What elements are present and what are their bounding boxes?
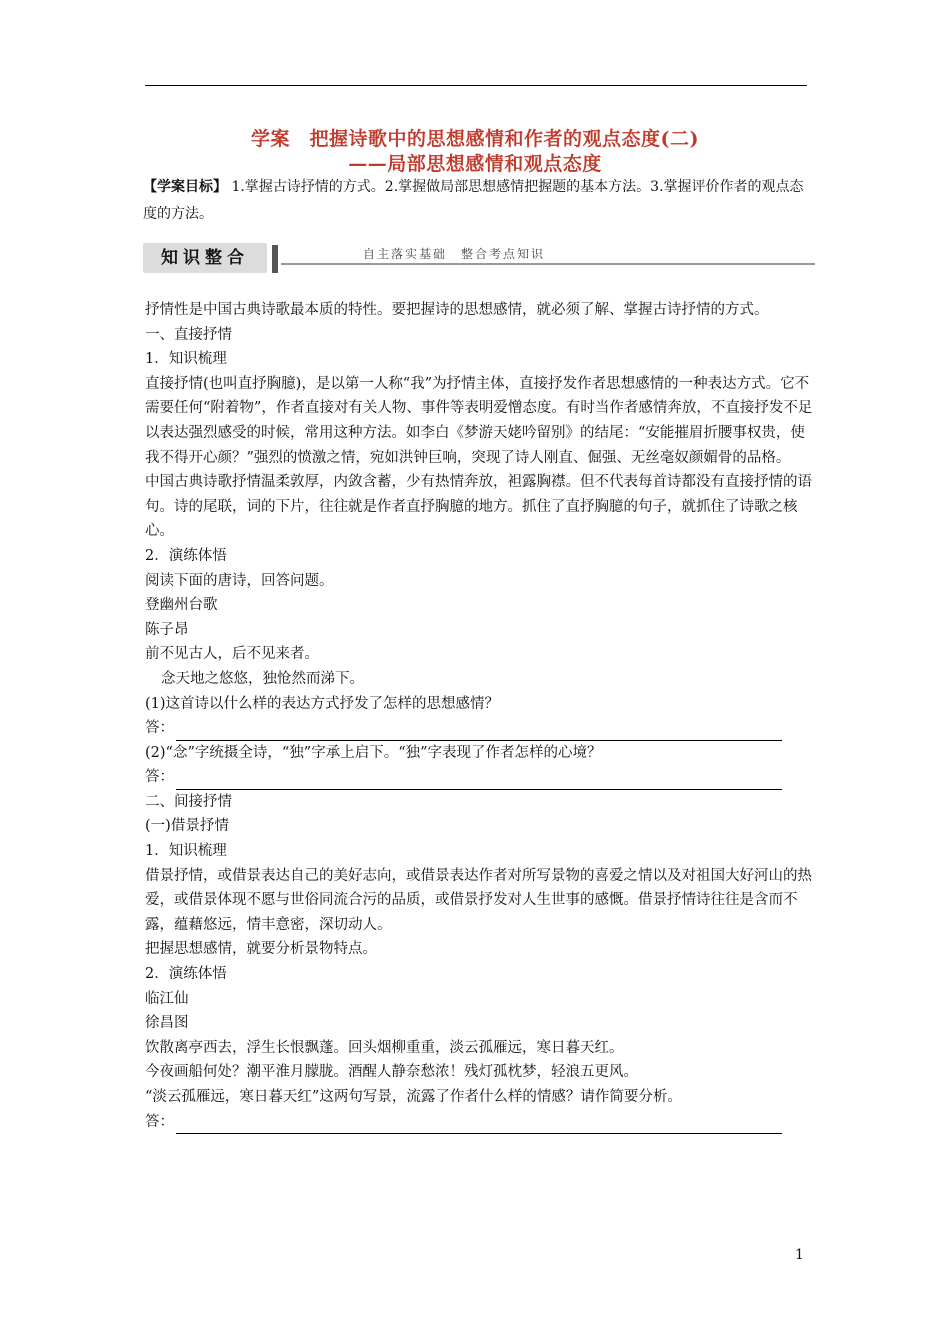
goals-text: 1.掌握古诗抒情的方式。2.掌握做局部思想感情把握题的基本方法。3.掌握评价作者的观点态度的方法。 xyxy=(143,179,804,222)
poem-line: 今夜画船何处？潮平淮月朦胧。酒醒人静奈愁浓！残灯孤枕梦，轻浪五更风。 xyxy=(145,1064,638,1081)
section-heading: 二、间接抒情 xyxy=(145,793,232,810)
subsection-heading: 2．演练体悟 xyxy=(145,547,227,564)
answer-row xyxy=(145,716,815,741)
subsection-heading: 1．知识梳理 xyxy=(145,351,227,368)
poem-title: 临江仙 xyxy=(145,990,189,1007)
intro-paragraph: 抒情性是中国古典诗歌最本质的特性。要把握诗的思想感情，就必须了解、掌握古诗抒情的方式。 xyxy=(145,302,769,318)
answer-line[interactable] xyxy=(176,724,782,741)
answer-line[interactable] xyxy=(176,1117,782,1134)
question: “淡云孤雁远，寒日暮天红”这两句写景，流露了作者什么样的情感？请作简要分析。 xyxy=(145,1089,682,1105)
answer-label: 答： xyxy=(145,769,174,786)
instruction: 阅读下面的唐诗，回答问题。 xyxy=(145,572,334,589)
main-content xyxy=(145,298,815,1134)
poem-line: 前不见古人，后不见来者。 xyxy=(145,646,319,663)
section-heading: 一、直接抒情 xyxy=(145,326,232,343)
banner-subtitle: 自主落实基础 整合考点知识 xyxy=(363,247,546,261)
paragraph: 中国古典诗歌抒情温柔敦厚，内敛含蓄，少有热情奔放，袒露胸襟。但不代表每首诗都没有直接抒情的语句。诗的尾联，词的下片，往往就是作者直抒胸臆的地方。抓住了直抒胸臆的句子，就抓住了诗歌之核心。 xyxy=(145,474,812,540)
page-title: 学案 把握诗歌中的思想感情和作者的观点态度(二) xyxy=(251,128,699,150)
page-subtitle: ——局部思想感情和观点态度 xyxy=(348,153,602,175)
poem-author: 陈子昂 xyxy=(145,621,189,638)
answer-label: 答： xyxy=(145,1113,174,1130)
question: (1)这首诗以什么样的表达方式抒发了怎样的思想感情？ xyxy=(145,695,500,712)
answer-row xyxy=(145,1110,815,1135)
banner-bar xyxy=(272,245,278,273)
banner-label: 知识整合 xyxy=(143,243,267,273)
section-banner xyxy=(143,243,815,277)
paragraph: 直接抒情(也叫直抒胸臆)，是以第一人称“我”为抒情主体，直接抒发作者思想感情的一种表达方式。它不需要任何“附着物”，作者直接对有关人物、事件等表明爱憎态度。有时当作者感情奔放，不直接抒发不足以表达强烈感受的时候，常用这种方法。如李白《梦游天姥吟留别》的结尾：“安能摧眉折腰事权贵，使我不得开心颜？”强烈的愤激之情，宛如洪钟巨响，突现了诗人刚直、倔强、无丝毫奴颜媚骨的品格。 xyxy=(145,375,813,466)
answer-line[interactable] xyxy=(176,773,782,790)
page-number: 1 xyxy=(795,1247,804,1263)
subsection-heading: 2．演练体悟 xyxy=(145,966,227,983)
answer-row xyxy=(145,765,815,790)
poem-title: 登幽州台歌 xyxy=(145,597,218,614)
paragraph: 借景抒情，或借景表达自己的美好志向，或借景表达作者对所写景物的喜爱之情以及对祖国大好河山的热爱，或借景体现不愿与世俗同流合污的品质，或借景抒发对人生世事的感慨。借景抒情诗往往是含而不露，蕴藉悠远，情丰意密，深切动人。 xyxy=(145,867,812,933)
paragraph: 把握思想感情，就要分析景物特点。 xyxy=(145,941,377,958)
question: (2)“念”字统摄全诗，“独”字承上启下。“独”字表现了作者怎样的心境？ xyxy=(145,744,602,761)
answer-label: 答： xyxy=(145,720,174,737)
learning-goals xyxy=(143,174,813,228)
subsection-heading: 1．知识梳理 xyxy=(145,843,227,860)
goals-tag: 【学案目标】 xyxy=(143,179,227,195)
poem-author: 徐昌图 xyxy=(145,1015,189,1032)
banner-underline xyxy=(281,263,815,265)
subsection-heading: (一)借景抒情 xyxy=(145,818,229,835)
poem-line: 饮散离亭西去，浮生长恨飘蓬。回头烟柳重重，淡云孤雁远，寒日暮天红。 xyxy=(145,1039,624,1056)
poem-line: 念天地之悠悠，独怆然而涕下。 xyxy=(161,670,364,687)
header-rule xyxy=(145,85,807,86)
